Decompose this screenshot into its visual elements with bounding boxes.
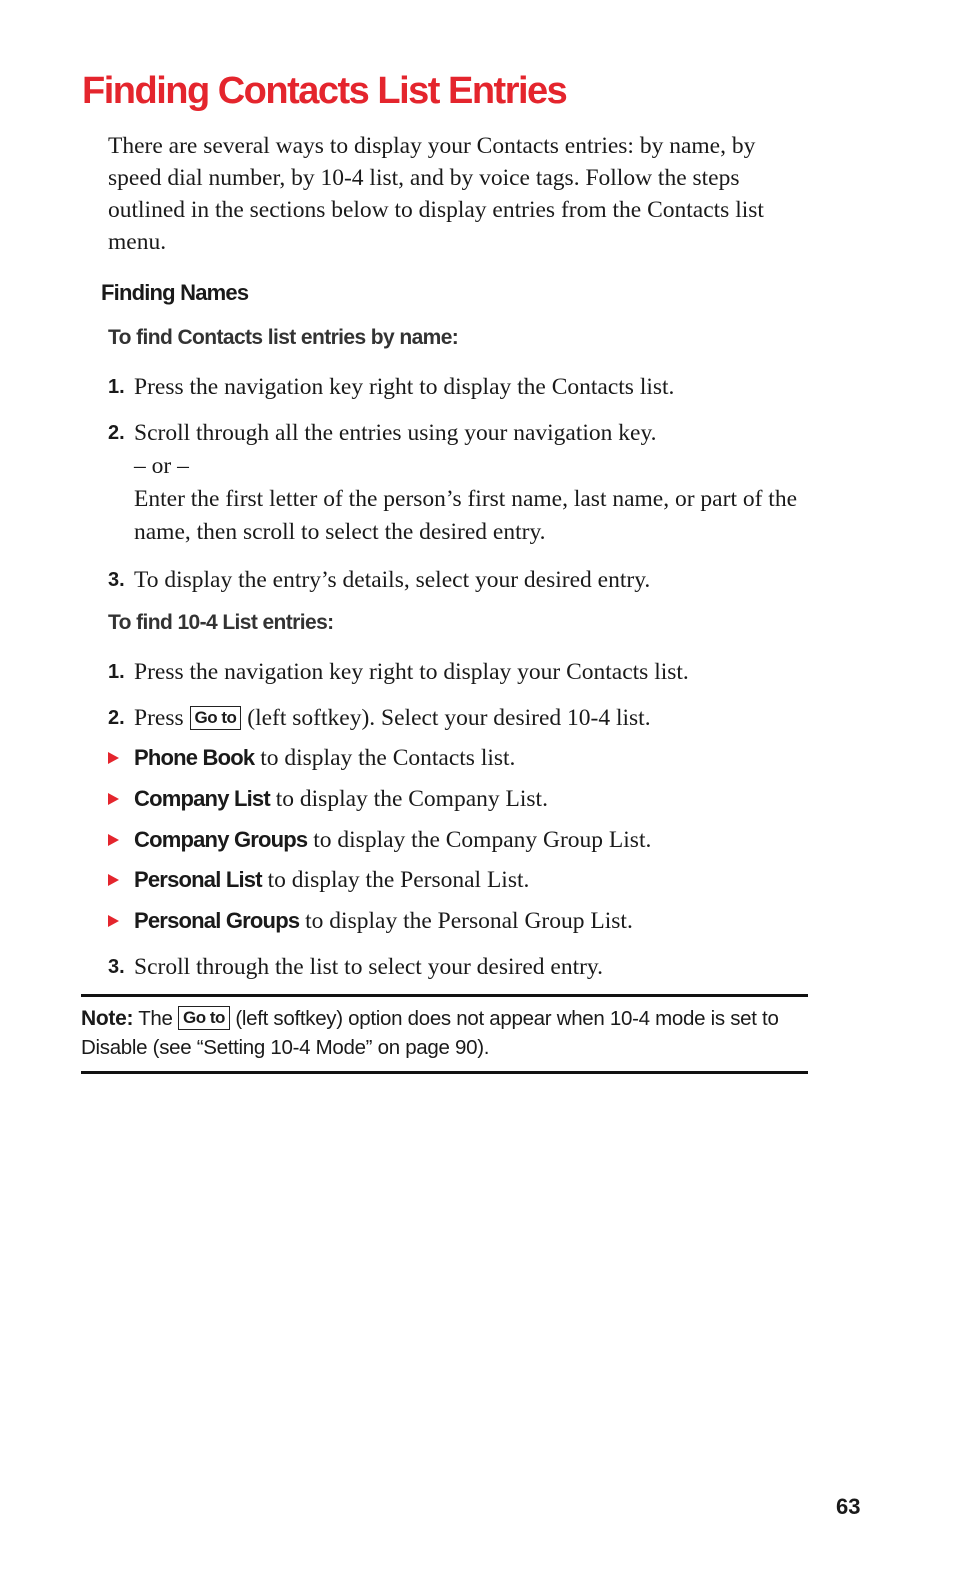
note-text-pre: The [138,1007,173,1030]
page-number: 63 [836,1494,861,1519]
step-3-by-name [108,564,808,597]
option-company-list [108,784,808,814]
option-personal-groups [108,906,808,936]
option-desc: to display the Personal List. [267,867,530,893]
step-1-by-name [108,371,808,404]
step-text: Scroll through all the entries using your navigation key. [134,420,657,446]
section-heading: Finding Names [101,280,249,305]
option-desc: to display the Company List. [275,786,548,812]
note-box [81,994,808,1074]
go-to-softkey-label: Go to [178,1006,230,1030]
step-1-ten-four [108,656,808,689]
step-text: To display the entry’s details, select your desired entry. [134,567,651,593]
option-personal-list [108,865,808,895]
step-number: 2. [108,707,125,729]
step-text: Press the navigation key right to display your Contacts list. [134,659,689,685]
step-alternative-text: Enter the first letter of the person’s first name, last name, or part of the name, then scroll to select the desired entry. [134,486,798,545]
option-company-groups [108,825,808,855]
option-term: Company Groups [134,827,308,852]
option-desc: to display the Company Group List. [313,827,652,853]
step-text: Press the navigation key right to display the Contacts list. [134,374,675,400]
option-term: Company List [134,786,270,811]
note-label: Note: [81,1007,134,1030]
option-phone-book [108,743,808,773]
note-text-post: (left softkey) option does not appear when 10-4 mode is set to Disable (see “Setting 10-4 Mode” on page 90). [81,1007,779,1059]
option-term: Personal Groups [134,908,300,933]
step-or-separator: – or – [134,453,189,479]
intro-paragraph: There are several ways to display your Contacts entries: by name, by speed dial number, by 10-4 list, and by voice tags. Follow the steps outlined in the sections below to display entries from the Contacts list menu. [108,133,764,255]
go-to-softkey-label: Go to [190,706,242,730]
step-2-by-name [108,417,808,549]
step-number: 3. [108,956,125,978]
step-text: Scroll through the list to select your desired entry. [134,954,604,980]
option-desc: to display the Personal Group List. [305,908,633,934]
step-text [134,702,808,735]
bullet-triangle-icon [108,915,119,927]
option-term: Personal List [134,867,262,892]
procedure-heading-by-name: To find Contacts list entries by name: [108,326,459,349]
bullet-triangle-icon [108,752,119,764]
bullet-triangle-icon [108,793,119,805]
step-number: 2. [108,422,125,444]
step-number: 3. [108,569,125,591]
page-title: Finding Contacts List Entries [82,70,567,112]
step-2-ten-four [108,702,808,735]
step-number: 1. [108,661,125,683]
step-number: 1. [108,376,125,398]
step-text-pre: Press [134,705,184,731]
bullet-triangle-icon [108,834,119,846]
option-term: Phone Book [134,745,255,770]
option-desc: to display the Contacts list. [260,745,516,771]
step-text-post: (left softkey). Select your desired 10-4 list. [247,705,651,731]
procedure-heading-ten-four: To find 10-4 List entries: [108,611,334,634]
bullet-triangle-icon [108,874,119,886]
step-3-ten-four [108,951,808,984]
